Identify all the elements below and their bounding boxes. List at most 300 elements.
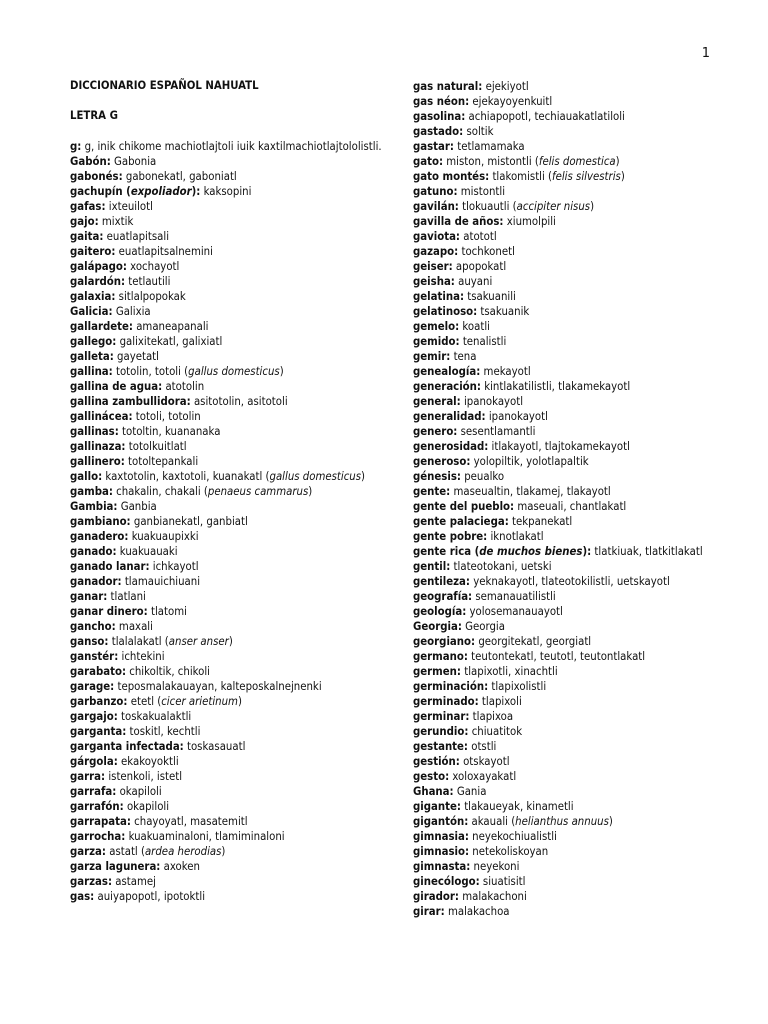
dictionary-entry	[413, 439, 733, 454]
entry-headword: ganstér:	[70, 650, 119, 663]
dictionary-entry	[413, 739, 733, 754]
dictionary-entry	[70, 679, 390, 694]
dictionary-entry	[70, 424, 390, 439]
entry-definition: istenkoli, istetl	[108, 770, 183, 783]
entry-headword: genealogía:	[413, 365, 481, 378]
entry-headword: gimnasia:	[413, 830, 469, 843]
entry-definition: tsakuanili	[467, 290, 516, 303]
entry-definition: euatlapitsali	[106, 230, 170, 243]
dictionary-entry	[413, 364, 733, 379]
entry-definition: miston, mistontli (felis domestica)	[446, 155, 620, 168]
dictionary-entry	[413, 124, 733, 139]
dictionary-entry	[70, 229, 390, 244]
dictionary-entry	[70, 514, 390, 529]
entry-definition: kuakuauaki	[119, 545, 178, 558]
entry-definition: tetlautili	[128, 275, 171, 288]
entry-definition: neyekochiualistli	[472, 830, 557, 843]
dictionary-entry	[70, 829, 390, 844]
dictionary-entry	[413, 139, 733, 154]
entry-definition: tlakaueyak, kinametli	[464, 800, 574, 813]
entry-headword: gamba:	[70, 485, 113, 498]
entry-headword: gelatina:	[413, 290, 465, 303]
dictionary-entry	[413, 814, 733, 829]
dictionary-entry	[70, 499, 390, 514]
entry-headword: gallo:	[70, 470, 103, 483]
entry-headword: gazapo:	[413, 245, 459, 258]
entry-definition: yolopiltik, yolotlapaltik	[473, 455, 589, 468]
entry-definition: toskasauatl	[186, 740, 246, 753]
entry-headword: galleta:	[70, 350, 114, 363]
dictionary-entry	[70, 604, 390, 619]
dictionary-entry	[70, 349, 390, 364]
dictionary-entry	[70, 139, 390, 154]
entry-definition: totolin, totoli (gallus domesticus)	[115, 365, 284, 378]
dictionary-entry	[70, 694, 390, 709]
dictionary-entry	[413, 589, 733, 604]
entry-definition: tochkonetl	[461, 245, 515, 258]
entry-headword: garrocha:	[70, 830, 126, 843]
entry-definition: semanauatilistli	[475, 590, 556, 603]
entry-definition: ichkayotl	[152, 560, 199, 573]
entry-definition: astatl (ardea herodias)	[109, 845, 226, 858]
dictionary-entry	[70, 439, 390, 454]
entry-definition: auyani	[458, 275, 493, 288]
entry-headword: ganso:	[70, 635, 109, 648]
dictionary-entry	[70, 889, 390, 904]
entry-headword: generosidad:	[413, 440, 489, 453]
dictionary-entry	[413, 694, 733, 709]
entry-headword: garrapata:	[70, 815, 131, 828]
entry-definition: ixteuilotl	[108, 200, 153, 213]
entry-definition: tlatlani	[110, 590, 146, 603]
entry-headword: gemelo:	[413, 320, 460, 333]
entry-headword: gimnasta:	[413, 860, 471, 873]
entry-definition: ganbianekatl, ganbiatl	[133, 515, 248, 528]
dictionary-entry	[413, 604, 733, 619]
dictionary-entry	[413, 424, 733, 439]
entry-headword: garganta:	[70, 725, 127, 738]
dictionary-entry	[70, 289, 390, 304]
dictionary-entry	[70, 469, 390, 484]
entry-definition: Galixia	[115, 305, 151, 318]
entry-headword: gabonés:	[70, 170, 123, 183]
dictionary-entry	[413, 619, 733, 634]
entry-definition: okapiloli	[119, 785, 162, 798]
entry-definition: kintlakatilistli, tlakamekayotl	[484, 380, 631, 393]
dictionary-entry	[413, 199, 733, 214]
dictionary-entry	[70, 154, 390, 169]
dictionary-entry	[70, 244, 390, 259]
letter-heading: LETRA G	[70, 109, 118, 122]
entry-headword: gatuno:	[413, 185, 458, 198]
entry-definition: chayoyatl, masatemitl	[134, 815, 248, 828]
entry-headword: Ghana:	[413, 785, 454, 798]
entry-definition: totolkuitlatl	[128, 440, 187, 453]
entry-headword: gallina zambullidora:	[70, 395, 191, 408]
entry-definition: teutontekatl, teutotl, teutontlakatl	[471, 650, 646, 663]
entry-definition: tlalalakatl (anser anser)	[111, 635, 233, 648]
entry-definition: tlapixotli, xinachtli	[464, 665, 558, 678]
entry-definition: peualko	[464, 470, 505, 483]
dictionary-entry	[70, 799, 390, 814]
entry-definition: yolosemanauayotl	[469, 605, 563, 618]
entry-definition: tetlamamaka	[457, 140, 525, 153]
entry-headword: ganar:	[70, 590, 108, 603]
entry-headword: germinar:	[413, 710, 470, 723]
dictionary-entry	[413, 874, 733, 889]
entry-headword: gemir:	[413, 350, 451, 363]
entry-headword: garage:	[70, 680, 115, 693]
entry-definition: atototl	[463, 230, 497, 243]
entry-definition: achiapopotl, techiauakatlatiloli	[468, 110, 625, 123]
dictionary-entry	[70, 319, 390, 334]
entry-definition: soltik	[466, 125, 494, 138]
dictionary-entry	[70, 574, 390, 589]
entry-definition: tlatomi	[150, 605, 187, 618]
entry-headword: génesis:	[413, 470, 461, 483]
entry-headword: ginecólogo:	[413, 875, 480, 888]
dictionary-entry	[70, 394, 390, 409]
dictionary-entry	[413, 154, 733, 169]
entry-definition: tlapixoli	[481, 695, 522, 708]
entry-definition: maseuali, chantlakatl	[517, 500, 627, 513]
entry-headword: gentil:	[413, 560, 451, 573]
dictionary-entry	[413, 484, 733, 499]
entry-definition: siuatisitl	[482, 875, 526, 888]
dictionary-entry	[70, 709, 390, 724]
entry-definition: okapiloli	[126, 800, 170, 813]
entry-headword: gente del pueblo:	[413, 500, 515, 513]
entry-definition: galixitekatl, galixiatl	[119, 335, 223, 348]
right-column	[413, 79, 733, 919]
entry-definition: tlakomistli (felis silvestris)	[492, 170, 625, 183]
entry-definition: totoltin, kuananaka	[122, 425, 221, 438]
entry-headword: gastar:	[413, 140, 454, 153]
entry-headword: ganador:	[70, 575, 122, 588]
entry-definition: tenalistli	[462, 335, 507, 348]
dictionary-entry	[413, 289, 733, 304]
dictionary-entry	[413, 844, 733, 859]
dictionary-entry	[413, 394, 733, 409]
entry-headword: gestión:	[413, 755, 460, 768]
dictionary-entry	[413, 109, 733, 124]
entry-headword: gallinero:	[70, 455, 125, 468]
dictionary-entry	[413, 499, 733, 514]
entry-definition: chiuatitok	[471, 725, 523, 738]
entry-definition: sesentlamantli	[460, 425, 536, 438]
entry-headword: gato:	[413, 155, 444, 168]
dictionary-entry	[413, 574, 733, 589]
dictionary-entry	[413, 244, 733, 259]
entry-headword: Gambia:	[70, 500, 118, 513]
entry-headword: garza lagunera:	[70, 860, 161, 873]
dictionary-entry	[70, 364, 390, 379]
entry-definition: euatlapitsalnemini	[118, 245, 213, 258]
entry-definition: chakalin, chakali (penaeus cammarus)	[116, 485, 313, 498]
entry-definition: ejekayoyenkuitl	[472, 95, 553, 108]
entry-headword: gas néon:	[413, 95, 470, 108]
entry-definition: tlatkiuak, tlatkitlakatl	[594, 545, 703, 558]
entry-headword: gárgola:	[70, 755, 118, 768]
entry-definition: itlakayotl, tlajtokamekayotl	[491, 440, 630, 453]
dictionary-entry	[413, 724, 733, 739]
entry-headword: gas natural:	[413, 80, 483, 93]
entry-headword: gente palaciega:	[413, 515, 509, 528]
entry-headword: ganadero:	[70, 530, 129, 543]
dictionary-entry	[413, 304, 733, 319]
entry-definition: Gabonia	[114, 155, 157, 168]
entry-headword: gavilla de años:	[413, 215, 504, 228]
dictionary-entry	[413, 94, 733, 109]
entry-headword: garganta infectada:	[70, 740, 184, 753]
entry-definition: gabonekatl, gaboniatl	[125, 170, 237, 183]
entry-definition: yeknakayotl, tlateotokilistli, uetskayotl	[473, 575, 670, 588]
entry-headword: gesto:	[413, 770, 450, 783]
dictionary-entry	[413, 679, 733, 694]
left-column	[70, 139, 390, 904]
entry-definition: otskayotl	[463, 755, 510, 768]
entry-headword: ganar dinero:	[70, 605, 148, 618]
entry-headword: gaviota:	[413, 230, 461, 243]
dictionary-entry	[70, 379, 390, 394]
dictionary-entry	[70, 769, 390, 784]
entry-definition: maxali	[118, 620, 153, 633]
entry-headword: germinado:	[413, 695, 479, 708]
dictionary-entry	[413, 319, 733, 334]
dictionary-entry	[70, 184, 390, 199]
dictionary-entry	[413, 214, 733, 229]
entry-headword: galaxia:	[70, 290, 116, 303]
entry-headword: g:	[70, 140, 82, 153]
dictionary-entry	[70, 304, 390, 319]
entry-headword: garabato:	[70, 665, 127, 678]
page-number: 1	[701, 46, 710, 61]
dictionary-entry	[70, 454, 390, 469]
entry-definition: kaksopini	[203, 185, 252, 198]
entry-definition: ejekiyotl	[485, 80, 529, 93]
entry-definition: tlapixolistli	[491, 680, 547, 693]
dictionary-entry	[413, 829, 733, 844]
entry-definition: totoli, totolin	[135, 410, 201, 423]
entry-headword: gas:	[70, 890, 95, 903]
entry-definition: axoken	[163, 860, 200, 873]
dictionary-entry	[413, 754, 733, 769]
dictionary-entry	[70, 634, 390, 649]
dictionary-entry	[413, 904, 733, 919]
entry-headword: garza:	[70, 845, 106, 858]
entry-headword: gallina de agua:	[70, 380, 163, 393]
entry-definition: netekoliskoyan	[472, 845, 549, 858]
dictionary-entry	[413, 784, 733, 799]
entry-headword: germen:	[413, 665, 461, 678]
dictionary-entry	[413, 769, 733, 784]
entry-headword: garrafa:	[70, 785, 117, 798]
entry-headword: gente:	[413, 485, 451, 498]
entry-headword: garbanzo:	[70, 695, 128, 708]
entry-headword: gallina:	[70, 365, 113, 378]
dictionary-entry	[413, 334, 733, 349]
entry-definition: totoltepankali	[128, 455, 199, 468]
entry-definition: sitlalpopokak	[118, 290, 186, 303]
entry-headword: girador:	[413, 890, 459, 903]
entry-headword: generalidad:	[413, 410, 486, 423]
dictionary-entry	[70, 784, 390, 799]
entry-headword: germano:	[413, 650, 468, 663]
entry-headword: gallego:	[70, 335, 117, 348]
entry-headword: genero:	[413, 425, 458, 438]
entry-definition: tlokuautli (accipiter nisus)	[462, 200, 595, 213]
entry-headword: germinación:	[413, 680, 489, 693]
entry-definition: auiyapopotl, ipotoktli	[97, 890, 206, 903]
entry-headword: gente rica (de muchos bienes):	[413, 545, 592, 558]
dictionary-entry	[70, 484, 390, 499]
entry-definition: ipanokayotl	[488, 410, 548, 423]
dictionary-entry	[70, 259, 390, 274]
entry-definition: xiumolpili	[506, 215, 556, 228]
entry-headword: gelatinoso:	[413, 305, 478, 318]
entry-definition: xoloxayakatl	[452, 770, 517, 783]
dictionary-entry	[70, 589, 390, 604]
dictionary-entry	[413, 529, 733, 544]
entry-definition: iknotlakatl	[490, 530, 544, 543]
document-title: DICCIONARIO ESPAÑOL NAHUATL	[70, 79, 259, 92]
entry-headword: galardón:	[70, 275, 126, 288]
entry-headword: gachupín (expoliador):	[70, 185, 201, 198]
entry-headword: galápago:	[70, 260, 127, 273]
entry-definition: neyekoni	[473, 860, 520, 873]
dictionary-entry	[70, 844, 390, 859]
entry-definition: tekpanekatl	[512, 515, 573, 528]
entry-headword: geiser:	[413, 260, 453, 273]
entry-definition: tlapixoa	[472, 710, 514, 723]
dictionary-entry	[413, 184, 733, 199]
entry-headword: georgiano:	[413, 635, 476, 648]
entry-definition: gayetatl	[117, 350, 159, 363]
entry-definition: mistontli	[460, 185, 506, 198]
dictionary-entry	[413, 559, 733, 574]
entry-headword: generoso:	[413, 455, 471, 468]
entry-headword: gerundio:	[413, 725, 469, 738]
entry-definition: tlateotokani, uetski	[453, 560, 552, 573]
entry-headword: gallinácea:	[70, 410, 133, 423]
entry-definition: chikoltik, chikoli	[129, 665, 211, 678]
dictionary-entry	[413, 274, 733, 289]
entry-definition: tena	[453, 350, 477, 363]
entry-definition: apopokatl	[455, 260, 507, 273]
entry-headword: gente pobre:	[413, 530, 488, 543]
entry-definition: kuakuaupixki	[131, 530, 199, 543]
entry-headword: Gabón:	[70, 155, 111, 168]
entry-headword: gavilán:	[413, 200, 459, 213]
dictionary-entry	[70, 874, 390, 889]
entry-definition: otstli	[471, 740, 497, 753]
dictionary-entry	[70, 724, 390, 739]
entry-headword: gallinas:	[70, 425, 119, 438]
entry-definition: Gania	[456, 785, 487, 798]
dictionary-entry	[413, 889, 733, 904]
entry-headword: gasolina:	[413, 110, 466, 123]
dictionary-entry	[413, 709, 733, 724]
entry-definition: Ganbia	[120, 500, 157, 513]
dictionary-entry	[70, 199, 390, 214]
dictionary-entry	[70, 739, 390, 754]
entry-headword: geisha:	[413, 275, 455, 288]
dictionary-entry	[413, 634, 733, 649]
dictionary-entry	[70, 529, 390, 544]
entry-headword: ganado lanar:	[70, 560, 150, 573]
dictionary-entry	[70, 664, 390, 679]
dictionary-entry	[413, 469, 733, 484]
entry-definition: g, inik chikome machiotlajtoli iuik kaxtilmachiotlajtololistli.	[84, 140, 382, 153]
dictionary-entry	[70, 169, 390, 184]
entry-headword: gaita:	[70, 230, 104, 243]
dictionary-entry	[413, 544, 733, 559]
entry-definition: ichtekini	[121, 650, 165, 663]
dictionary-entry	[413, 229, 733, 244]
entry-definition: ekakoyoktli	[121, 755, 179, 768]
entry-headword: garzas:	[70, 875, 113, 888]
entry-definition: maseualtin, tlakamej, tlakayotl	[453, 485, 611, 498]
dictionary-entry	[413, 349, 733, 364]
entry-headword: geología:	[413, 605, 467, 618]
dictionary-entry	[413, 799, 733, 814]
dictionary-entry	[413, 169, 733, 184]
dictionary-entry	[413, 859, 733, 874]
entry-headword: gato montés:	[413, 170, 490, 183]
entry-definition: amaneapanali	[136, 320, 209, 333]
dictionary-entry	[70, 814, 390, 829]
entry-headword: Galicia:	[70, 305, 113, 318]
dictionary-entry	[413, 649, 733, 664]
entry-headword: garra:	[70, 770, 106, 783]
entry-definition: tsakuanik	[480, 305, 530, 318]
dictionary-entry	[413, 379, 733, 394]
entry-headword: gemido:	[413, 335, 460, 348]
entry-definition: georgitekatl, georgiatl	[478, 635, 592, 648]
entry-headword: girar:	[413, 905, 445, 918]
entry-headword: general:	[413, 395, 461, 408]
entry-definition: mixtik	[101, 215, 134, 228]
entry-definition: toskakualaktli	[121, 710, 192, 723]
dictionary-entry	[70, 544, 390, 559]
entry-definition: atotolin	[165, 380, 205, 393]
entry-headword: gestante:	[413, 740, 468, 753]
dictionary-entry	[413, 409, 733, 424]
dictionary-entry	[70, 859, 390, 874]
entry-definition: tlamauichiuani	[124, 575, 201, 588]
entry-headword: gigantón:	[413, 815, 469, 828]
entry-definition: kaxtotolin, kaxtotoli, kuanakatl (gallus domesticus)	[105, 470, 366, 483]
dictionary-entry	[70, 409, 390, 424]
dictionary-entry	[70, 559, 390, 574]
entry-headword: generación:	[413, 380, 481, 393]
dictionary-entry	[70, 619, 390, 634]
entry-definition: asitotolin, asitotoli	[193, 395, 288, 408]
dictionary-entry	[70, 334, 390, 349]
entry-headword: gargajo:	[70, 710, 118, 723]
entry-definition: astamej	[115, 875, 156, 888]
entry-definition: ipanokayotl	[463, 395, 524, 408]
entry-definition: Georgia	[465, 620, 505, 633]
dictionary-entry	[70, 754, 390, 769]
entry-definition: kuakuaminaloni, tlamiminaloni	[128, 830, 285, 843]
entry-headword: geografía:	[413, 590, 473, 603]
dictionary-entry	[413, 259, 733, 274]
entry-definition: xochayotl	[130, 260, 180, 273]
entry-definition: teposmalakauayan, kalteposkalnejnenki	[117, 680, 322, 693]
entry-definition: etetl (cicer arietinum)	[130, 695, 242, 708]
entry-headword: gancho:	[70, 620, 116, 633]
